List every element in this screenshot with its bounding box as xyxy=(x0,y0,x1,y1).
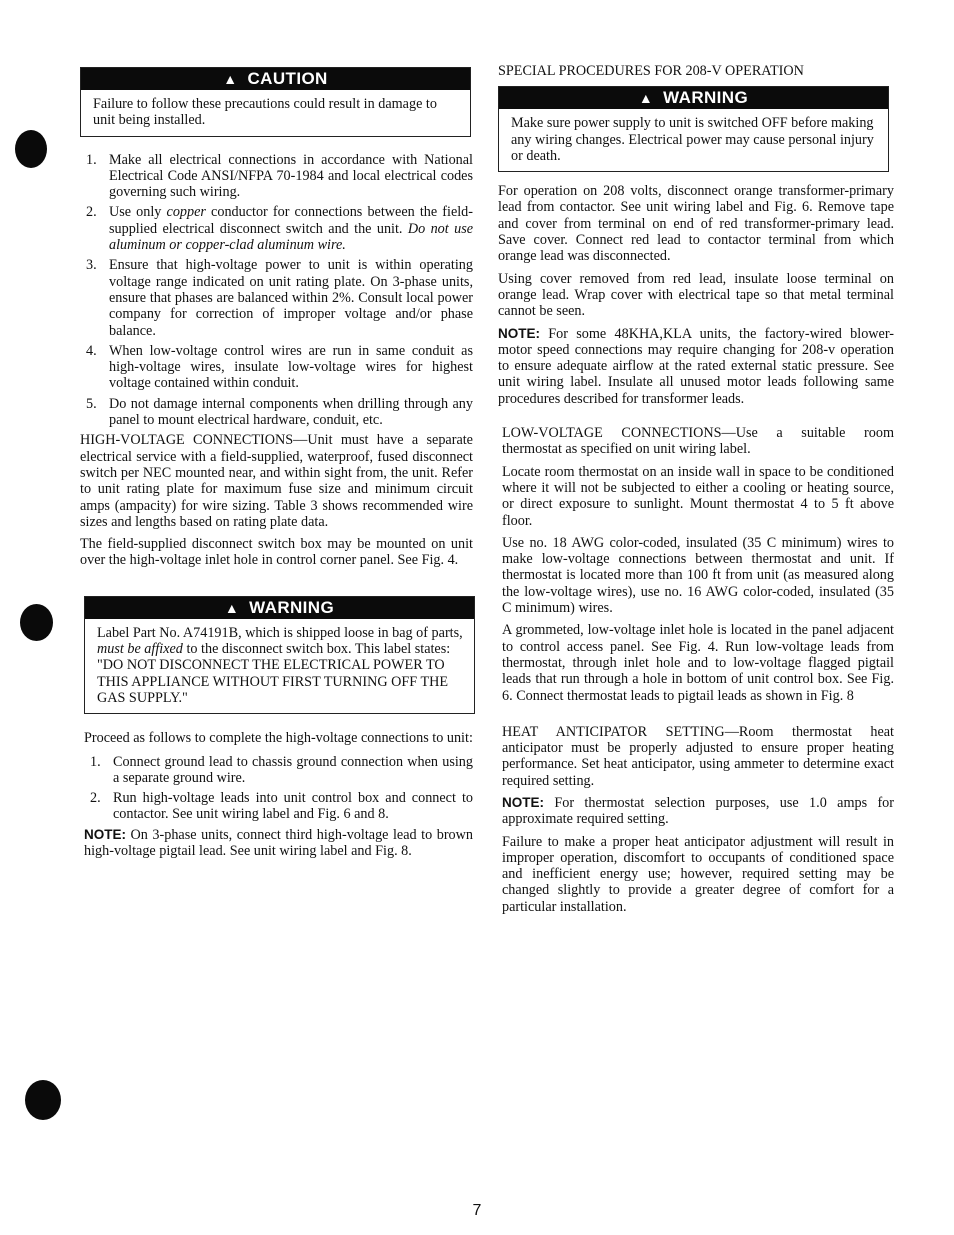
list-item: 2. Run high-voltage leads into unit control box and connect to contactor. See unit wiring label and Fig. 6 and 8. xyxy=(90,790,473,823)
punch-hole-bottom xyxy=(25,1080,61,1120)
hv-steps-list xyxy=(84,754,473,823)
warning-box-power xyxy=(498,86,889,172)
warning-power-text: Make sure power supply to unit is switched OFF before making any wiring changes. Electrical power may cause personal injury or death. xyxy=(511,115,874,164)
caution-text: Failure to follow these precautions could result in damage to unit being installed. xyxy=(93,96,437,129)
warning-header: ▲ WARNING xyxy=(499,87,888,109)
list-item: 3. Ensure that high-voltage power to unit is within operating voltage range indicated on unit rating plate. On 3-phase units, ensure that phases are balanced within 2%. Consult local power company for correction of improper voltage and/or phase balance. xyxy=(86,257,473,339)
warning-triangle-icon: ▲ xyxy=(223,71,238,87)
proceed-paragraph: Proceed as follows to complete the high-voltage connections to unit: xyxy=(84,730,473,747)
note-thermostat: NOTE: For thermostat selection purposes, use 1.0 amps for approximate required setting. xyxy=(502,794,894,828)
list-item: 5. Do not damage internal components when drilling through any panel to mount electrical hardware, conduit, etc. xyxy=(86,395,473,429)
punch-hole-top xyxy=(15,130,47,168)
punch-hole-middle xyxy=(20,604,53,641)
208v-paragraph: For operation on 208 volts, disconnect orange transformer-primary lead from contactor. See unit wiring label and Fig. 6. Remove tape and cover from terminal on end of red transformer-primary lead. Save cover. Connect red lead to contactor terminal from which orange lead was disconnected. xyxy=(498,183,894,265)
page-number: 7 xyxy=(472,1202,482,1219)
inlet-hole-paragraph: A grommeted, low-voltage inlet hole is located in the panel adjacent to control access panel. See Fig. 4. Run low-voltage leads from thermostat, through inlet hole and to low-voltage flagged pigtail leads that run through a hole in bottom of unit control box. See Fig. 6. Connect thermostat leads to pigtail leads as shown in Fig. 8 xyxy=(502,622,894,704)
warning-triangle-icon: ▲ xyxy=(224,599,240,616)
anticipator-failure-paragraph: Failure to make a proper heat anticipator adjustment will result in improper operation, discomfort to occupants of conditioned space and inefficient energy use; however, required setting may be changed slightly to provide a greater degree of comfort for a particular installation. xyxy=(502,833,894,915)
list-item: 4. When low-voltage control wires are run in same conduit as high-voltage wires, insulate low-voltage wires for highest voltage contained within conduit. xyxy=(86,342,473,392)
section-heading: LOW-VOLTAGE CONNECTIONS xyxy=(502,425,722,442)
precautions-list xyxy=(80,152,473,429)
list-item: 1. Connect ground lead to chassis ground connection when using a separate ground wire. xyxy=(90,753,473,786)
warning-label-text: Label Part No. A74191B, which is shipped loose in bag of parts, must be affixed to the disconnect switch box. This label states: "DO NOT DISCONNECT THE ELECTRICAL POWER TO THIS APPLIANCE WITHOUT FIRST TURNING OFF THE GAS SUPPLY." xyxy=(97,624,463,706)
warning-header: ▲ WARNING xyxy=(85,597,474,619)
wire-gauge-paragraph: Use no. 18 AWG color-coded, insulated (35 C minimum) wires to make low-voltage connections between thermostat and unit. If thermostat is located more than 100 ft from unit (as measured along the low-voltage wires), use no. 16 AWG color-coded, insulated (35 C minimum) wires. xyxy=(502,534,894,617)
disconnect-paragraph: The field-supplied disconnect switch box may be mounted on unit over the high-voltage inlet hole in control corner panel. See Fig. 4. xyxy=(80,536,473,569)
left-column xyxy=(80,67,473,859)
note-blower-motor: NOTE: For some 48KHA,KLA units, the factory-wired blower-motor speed connections may require changing for 208-v operation to ensure adequate airflow at the rated external static pressure. See unit wiring label. Insulate all unused motor leads following same procedures described for transformer leads. xyxy=(498,325,894,407)
caution-header: ▲ CAUTION xyxy=(81,68,470,90)
low-voltage-paragraph: LOW-VOLTAGE CONNECTIONS—Use a suitable room thermostat as specified on unit wiring label. xyxy=(502,425,895,458)
section-heading: HEAT ANTICIPATOR SETTING xyxy=(502,723,725,740)
section-heading: HIGH-VOLTAGE CONNECTIONS xyxy=(80,432,294,449)
insulate-paragraph: Using cover removed from red lead, insulate loose terminal on orange lead. Wrap cover with electrical tape so that metal terminal cannot be seen. xyxy=(498,270,894,320)
caution-box xyxy=(80,67,471,137)
special-procedures-heading: SPECIAL PROCEDURES FOR 208-V OPERATION xyxy=(498,63,804,79)
list-item: 2. Use only copper conductor for connections between the field-supplied electrical disconnect switch and the unit. Do not use aluminum or copper-clad aluminum wire. xyxy=(86,204,474,254)
heat-anticipator-paragraph: HEAT ANTICIPATOR SETTING—Room thermostat heat anticipator must be properly adjusted to ensure proper heating performance. Set heat anticipator, using ammeter to determine exact required setting. xyxy=(502,723,894,789)
note-3phase: NOTE: On 3-phase units, connect third high-voltage lead to brown high-voltage pigtail lead. See unit wiring label and Fig. 8. xyxy=(84,826,473,859)
high-voltage-paragraph: HIGH-VOLTAGE CONNECTIONS—Unit must have a separate electrical service with a field-supplied, waterproof, fused disconnect switch per NEC mounted near, and within sight from, the unit. Refer to unit rating plate for maximum fuse size and minimum circuit amps (ampacity) for wire sizing. Table 3 shows recommended wire sizes and lengths based on rating plate data. xyxy=(80,432,473,530)
list-item: 1. Make all electrical connections in accordance with National Electrical Code ANSI/NFPA 70-1984 and local electrical codes governing such wiring. xyxy=(86,151,473,201)
right-column xyxy=(498,63,894,915)
warning-triangle-icon: ▲ xyxy=(638,90,654,107)
warning-box-label xyxy=(84,596,475,714)
locate-thermostat-paragraph: Locate room thermostat on an inside wall in space to be conditioned where it will not be subjected to either a cooling or heating source, or direct exposure to sunlight. Mount thermostat 4 to 5 ft above floor. xyxy=(502,463,894,529)
